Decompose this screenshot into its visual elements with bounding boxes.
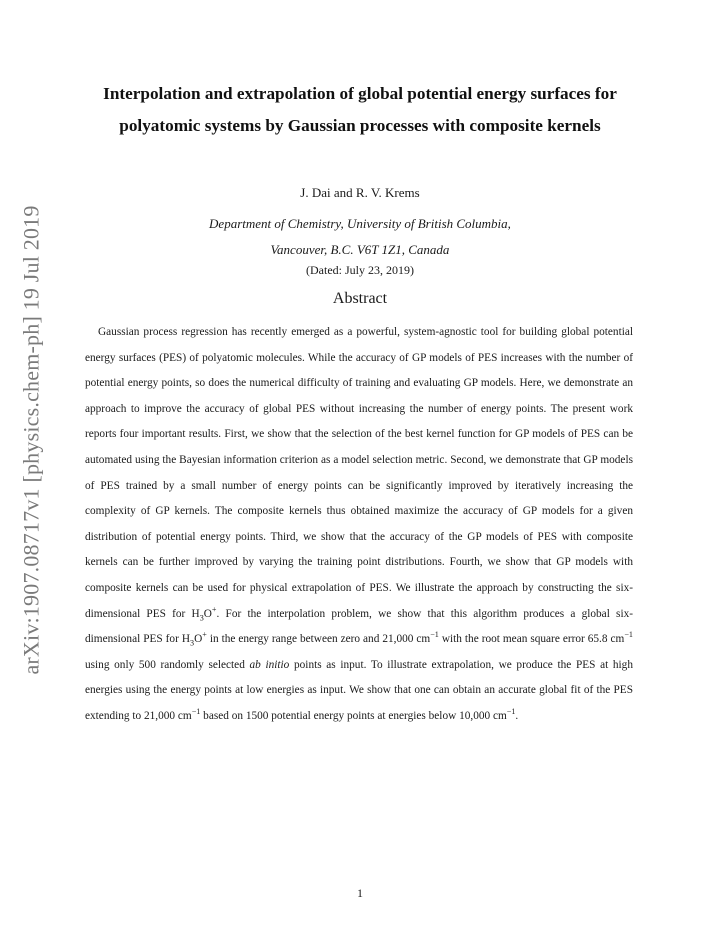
formula-h3o: $H_3O^+$ (191, 604, 217, 622)
abstract-segment: Gaussian process regression has recently emerged as a powerful, system-agnostic tool for building global potential energy surfaces (PES) of polyatomic molecules. While the accuracy of GP models of PES increases with the number of potential energy points, so does the numerical difficulty of training and evaluating GP models. Here, we demonstrate an approach to improve the accuracy of global PES without increasing the number of energy points. The present work reports four important results. First, we show that the selection of the best kernel function for GP models of PES can be automated using the Bayesian information criterion as a model selection metric. Second, we demonstrate that GP models of PES trained by a small number of energy points can be significantly improved by iteratively increasing the complexity of GP kernels. The composite kernels thus obtained maximize the accuracy of GP models for a given distribution of potential energy points. Third, we show that the accuracy of the GP models of PES with composite kernels can be further improved by varying the training point distributions. Fourth, we show that GP models with composite kernels can be used for physical extrapolation of PES. We illustrate the approach by constructing the six-dimensional PES for (85, 326, 633, 620)
abstract-segment: points as input. To illustrate extrapolation, we produce the PES at high energies using the energy points at low energies as input. We show that one can obtain an accurate global fit of the PES extending to 21,000 cm (85, 658, 633, 722)
ab-initio-term: ab initio (249, 658, 290, 671)
abstract-segment: in the energy range between zero and 21,000 cm (206, 633, 431, 646)
unit-exponent: −1 (624, 630, 633, 640)
affiliation (80, 211, 640, 263)
authors: J. Dai and R. V. Krems (300, 185, 420, 200)
affiliation-line-1: Department of Chemistry, University of British Columbia, (209, 216, 511, 231)
abstract-segment: using only 500 randomly selected (85, 658, 250, 671)
unit-exponent: −1 (191, 707, 201, 717)
abstract-segment: . For the interpolation problem, we show that this algorithm produces a global six-dimensional PES for (85, 607, 633, 646)
date-line: (Dated: July 23, 2019) (306, 263, 414, 277)
abstract-segment: . (515, 709, 519, 722)
formula-h3o: $H_3O^+$ (181, 630, 207, 648)
abstract-heading: Abstract (332, 290, 388, 307)
page-number: 1 (357, 886, 363, 900)
unit-exponent: −1 (506, 707, 516, 717)
paper-title: Interpolation and extrapolation of global potential energy surfaces for polyatomic systems by Gaussian processes with composite kernels (103, 84, 617, 135)
abstract-text (85, 320, 633, 730)
arxiv-identifier: arXiv:1907.08717v1 [physics.chem-ph] 19 Jul 2019 (19, 205, 45, 675)
arxiv-sidebar-stamp (12, 205, 52, 675)
abstract-segment: with the root mean square error 65.8 cm (438, 633, 625, 646)
abstract-segment: based on 1500 potential energy points at energies below 10,000 cm (200, 709, 507, 722)
affiliation-line-2: Vancouver, B.C. V6T 1Z1, Canada (270, 242, 450, 257)
unit-exponent: −1 (430, 630, 439, 640)
